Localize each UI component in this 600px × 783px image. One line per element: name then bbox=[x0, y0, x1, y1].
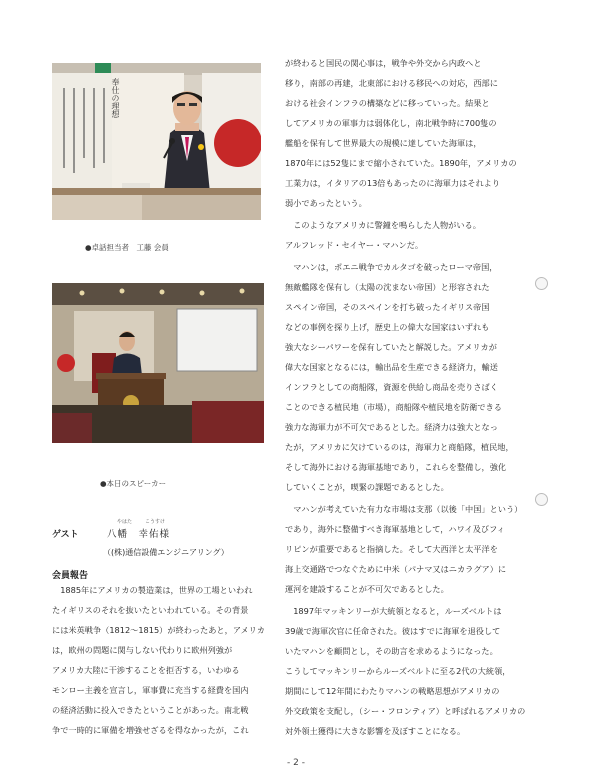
guest-affiliation: （(株)通信設備エンジニアリング） bbox=[103, 548, 229, 557]
guest-label: ゲスト bbox=[52, 530, 79, 540]
body-line: こうしてマッキンリーからルーズベルトに至る2代の大統領， bbox=[285, 666, 511, 676]
body-line: そして海外における海軍基地であり，これらを整備し，強化 bbox=[285, 462, 507, 472]
banner-text bbox=[72, 78, 122, 118]
body-line: であり，海外に整備すべき海軍基地として，ハワイ及びフィ bbox=[285, 524, 505, 534]
body-line: 無敵艦隊を保有し（太陽の沈まない帝国）と形容された bbox=[285, 282, 490, 292]
guest-name: 八幡 幸佑様 bbox=[107, 529, 171, 540]
body-line: 1897年マッキンリーが大統領となると，ルーズベルトは bbox=[285, 606, 502, 616]
body-line: 対外領土獲得に大きな影響を及ぼすことになる。 bbox=[285, 726, 466, 736]
report-line: 1885年にアメリカの製造業は，世界の工場といわれ bbox=[52, 585, 253, 595]
body-line: などの事例を探り上げ，歴史上の偉大な国家はいずれも bbox=[285, 322, 490, 332]
body-line: 外交政策を支配し，（シー・フロンティア）と呼ばれるアメリカの bbox=[285, 706, 526, 716]
body-line: 偉大な国家となるには，輸出品を生産できる経済力，輸送 bbox=[285, 362, 498, 372]
body-line: マハンが考えていた有力な市場は支那（以後「中国」という） bbox=[285, 504, 523, 514]
body-line: たが，アメリカに欠けているのは，海軍力と商船隊，植民地， bbox=[285, 442, 514, 452]
body-line: 期間にして12年間にわたりマハンの戦略思想がアメリカの bbox=[285, 686, 500, 696]
lecture-photo bbox=[52, 283, 264, 443]
report-line: の経済活動に投入できたということがあった。南北戦 bbox=[52, 705, 249, 715]
report-line: アメリカ大陸に干渉することを拒否する，いわゆる bbox=[52, 665, 240, 675]
report-line: モンロー主義を宣言し，軍事費に充当する経費を国内 bbox=[52, 685, 249, 695]
body-line: このようなアメリカに警鐘を鳴らした人物がいる。 bbox=[285, 220, 481, 230]
body-line: 弱小であったという。 bbox=[285, 198, 367, 208]
guest-ruby-family: やはた bbox=[117, 519, 133, 525]
body-line: アルフレッド・セイヤー・マハンだ。 bbox=[285, 240, 424, 250]
body-line: 艦船を保有して世界最大の規模に達していた海軍は， bbox=[285, 138, 482, 148]
body-line: 1870年には52隻にまで縮小されていた。1890年，アメリカの bbox=[285, 158, 517, 168]
guest-ruby-given: こうすけ bbox=[145, 519, 166, 525]
report-title: 会員報告 bbox=[52, 571, 89, 581]
page-number: - 2 - bbox=[287, 758, 305, 768]
body-line: 39歳で海軍次官に任命された。彼はすでに海軍を退役して bbox=[285, 626, 501, 636]
body-line: リピンが重要であると指摘した。そして大西洋と太平洋を bbox=[285, 544, 498, 554]
body-line: ことのできる植民地（市場），商船隊や植民地を防衛できる bbox=[285, 402, 502, 412]
body-line: してアメリカの軍事力は弱体化し，南北戦争時に700隻の bbox=[285, 118, 497, 128]
report-line: 争で一時的に軍備を増強せざるを得なかったが，これ bbox=[52, 725, 249, 735]
body-line: 強力な海軍力が不可欠であるとした。経済力は強大となっ bbox=[285, 422, 498, 432]
punch-hole bbox=[535, 277, 548, 290]
banner-title: 奉仕の理想 bbox=[111, 78, 120, 118]
body-line: おける社会インフラの構築などに移っていった。結果と bbox=[285, 98, 490, 108]
punch-hole bbox=[535, 493, 548, 506]
body-line: 運河を建設することが不可欠であるとした。 bbox=[285, 584, 449, 594]
body-line: 強大なシーパワーを保有していたと解説した。アメリカが bbox=[285, 342, 497, 352]
body-line: 海上交通路でつなぐために中米（パナマ又はニカラグア）に bbox=[285, 564, 507, 574]
report-line: は，欧州の問題に関与しない代わりに欧州列強が bbox=[52, 645, 233, 655]
body-line: スペイン帝国，そのスペインを打ち破ったイギリス帝国 bbox=[285, 302, 490, 312]
body-line: マハンは，ポエニ戦争でカルタゴを破ったローマ帝国， bbox=[285, 262, 498, 272]
body-line: 移り，南部の再建，北東部における移民への対応，西部に bbox=[285, 78, 498, 88]
report-line: には米英戦争（1812〜1815）が終わったあと，アメリカ bbox=[52, 625, 265, 635]
body-line: していくことが，喫緊の課題であるとした。 bbox=[285, 482, 449, 492]
body-line: インフラとしての商船隊，資源を供給し商品を売りさばく bbox=[285, 382, 498, 392]
photo1-caption: ●卓話担当者 工藤 会員 bbox=[85, 243, 169, 252]
body-line: いたマハンを顧問とし，その助言を求めるようになった。 bbox=[285, 646, 498, 656]
body-line: が終わると国民の関心事は，戦争や外交から内政へと bbox=[285, 58, 482, 68]
body-line: 工業力は，イタリアの13倍もあったのに海軍力はそれより bbox=[285, 178, 501, 188]
photo2-caption: ●本日のスピーカー bbox=[100, 479, 167, 488]
report-line: たイギリスのそれを抜いたといわれている。その背景 bbox=[52, 605, 249, 615]
